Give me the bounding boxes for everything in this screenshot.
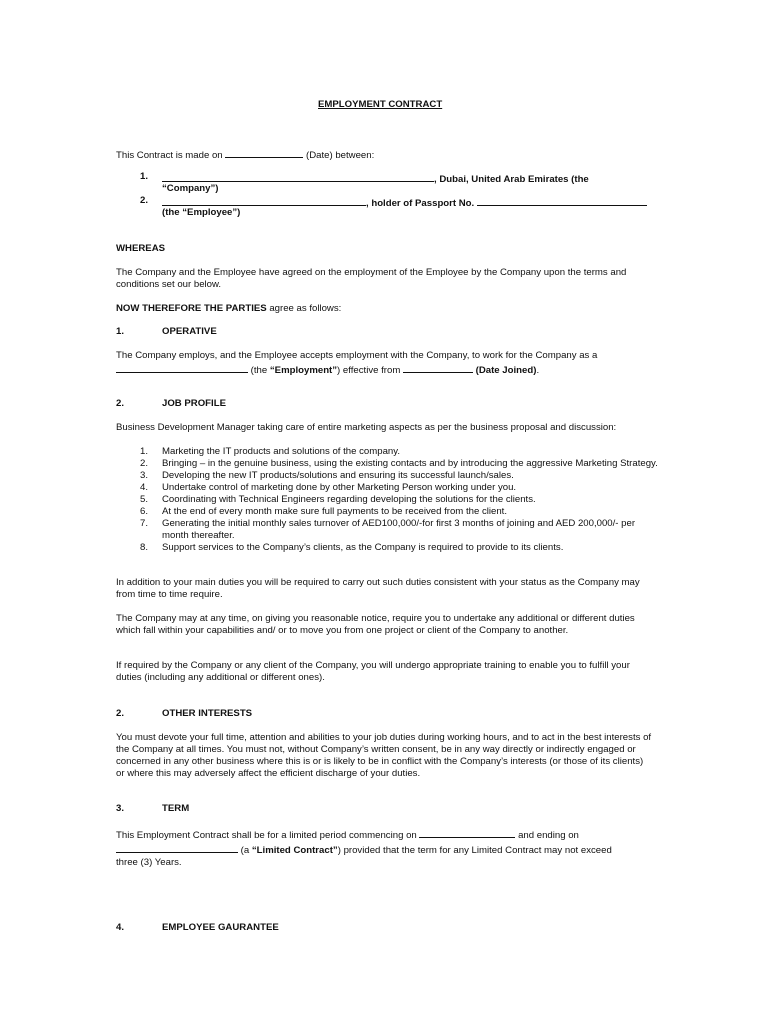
job-profile-para-3: If required by the Company or any client of the Company, you will undergo appropriate training to enable you to fulfill your duties (including any additional or different ones). <box>116 660 630 683</box>
now-therefore <box>116 303 654 315</box>
section-employee-guarantee-heading: 4. EMPLOYEE GAURANTEE <box>116 922 279 933</box>
party-number: 2. <box>140 195 149 206</box>
employee-name-blank[interactable] <box>162 195 366 206</box>
party-1-label: “Company”) <box>162 183 219 194</box>
list-item: 4. Undertake control of marketing done by other Marketing Person working under you. <box>140 482 517 493</box>
list-item: 3. Developing the new IT products/solutions and ensuring its successful launch/sales. <box>140 470 514 481</box>
now-therefore-rest: agree as follows: <box>266 303 342 314</box>
party-number: 1. <box>140 171 149 182</box>
date-joined-label: (Date Joined) <box>475 365 537 376</box>
party-2-label: (the “Employee”) <box>162 207 241 218</box>
date-joined-blank[interactable] <box>403 362 473 373</box>
list-item: 6. At the end of every month make sure full payments to be received from the client. <box>140 506 508 517</box>
whereas-heading: WHEREAS <box>116 243 166 254</box>
list-item: 7. Generating the initial monthly sales turnover of AED100,000/-for first 3 months of joining and AED 200,000/- per month thereafter. <box>140 518 636 541</box>
other-interests-text: You must devote your full time, attention and abilities to your job duties during working hours, and to act in the best interests of the Company at all times. You must not, without Company’s written consent, be in any way directly or indirectly engaged or concerned in any other business where this is or is likely to be in conflict with the Company’s interests (or those of its clients) or where this may adversely affect the efficient discharge of your duties. <box>116 732 652 779</box>
intro-text-after: (Date) between: <box>306 150 375 161</box>
job-profile-para-2: The Company may at any time, on giving you reasonable notice, require you to undertake any additional or different duties which fall within your capabilities and/ or to move you from one project or client of the Company to another. <box>116 613 635 636</box>
list-item: 5. Coordinating with Technical Engineers regarding developing the solutions for the clients. <box>140 494 536 505</box>
list-item: 2. Bringing – in the genuine business, using the existing contacts and by introducing the aggressive Marketing Strategy. <box>140 458 658 469</box>
operative-line1: The Company employs, and the Employee accepts employment with the Company, to work for the Company as a <box>116 350 598 361</box>
section-other-interests-heading: 2. OTHER INTERESTS <box>116 708 253 719</box>
term-text: This Employment Contract shall be for a limited period commencing on and ending on (a “Limited Contract”) provided that the term for any Limited Contract may not exceed three (3) Years. <box>116 827 654 869</box>
job-profile-para-1: In addition to your main duties you will be required to carry out such duties consistent with your status as the Company may from time to time require. <box>116 577 640 600</box>
limited-contract-term: “Limited Contract” <box>251 845 338 856</box>
party-1-location: , Dubai, United Arab Emirates (the <box>434 174 589 185</box>
passport-number-blank[interactable] <box>477 195 647 206</box>
job-duties-list <box>140 446 660 554</box>
position-blank[interactable] <box>116 362 248 373</box>
intro-text: This Contract is made on <box>116 150 223 161</box>
whereas-text: The Company and the Employee have agreed on the employment of the Employee by the Company upon the terms and conditions set our below. <box>116 267 627 290</box>
start-date-blank[interactable] <box>419 827 515 838</box>
employment-term: “Employment” <box>269 365 338 376</box>
party-2-passport: , holder of Passport No. <box>366 198 475 209</box>
end-date-blank[interactable] <box>116 842 238 853</box>
date-blank[interactable] <box>225 147 303 158</box>
list-item: 8. Support services to the Company’s clients, as the Company is required to provide to its clients. <box>140 542 564 553</box>
job-profile-intro: Business Development Manager taking care of entire marketing aspects as per the business proposal and discussion: <box>116 422 617 433</box>
company-name-blank[interactable] <box>162 171 434 182</box>
document-title: EMPLOYMENT CONTRACT <box>318 99 443 110</box>
section-operative-heading: 1. OPERATIVE <box>116 326 217 337</box>
contract-intro <box>116 147 654 162</box>
section-term-heading: 3. TERM <box>116 803 190 814</box>
section-job-profile-heading: 2. JOB PROFILE <box>116 398 226 409</box>
operative-text: The Company employs, and the Employee accepts employment with the Company, to work for the Company as a (the “Employment”) effective from (Date Joined). <box>116 350 654 377</box>
list-item: 1. Marketing the IT products and solutions of the company. <box>140 446 401 457</box>
now-therefore-bold: NOW THEREFORE THE PARTIES <box>116 303 267 314</box>
